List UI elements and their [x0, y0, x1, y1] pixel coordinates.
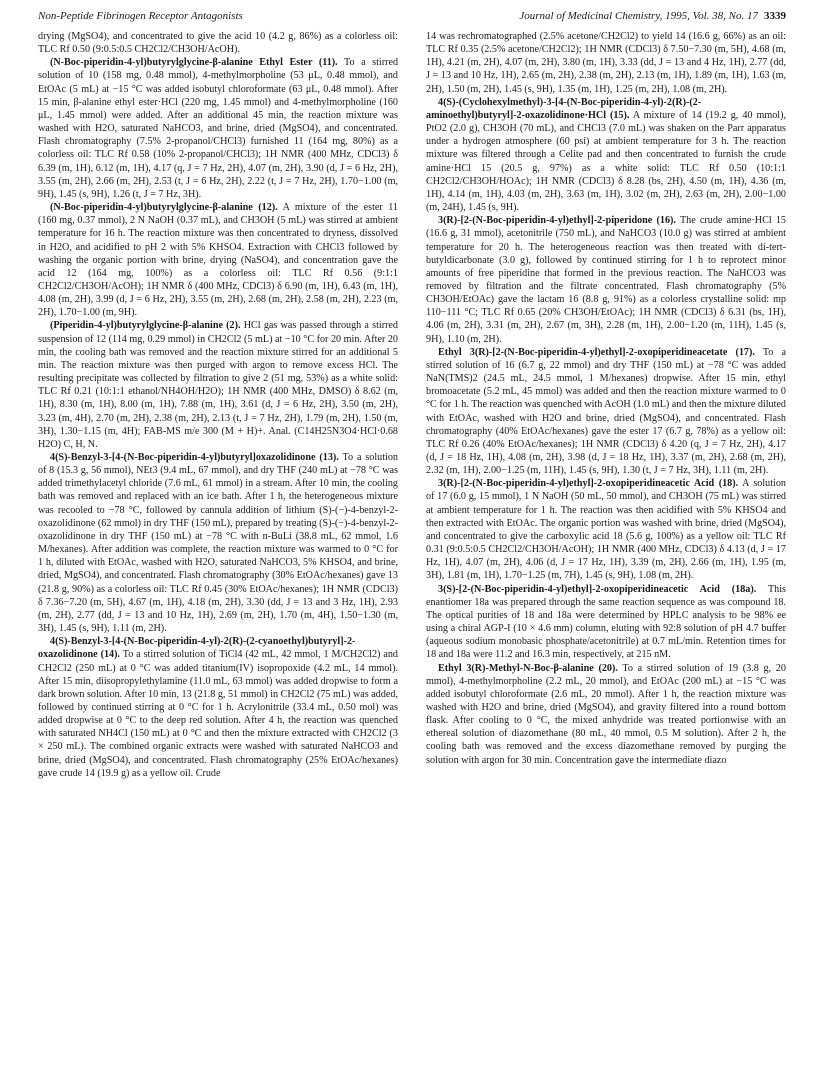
compound-heading: (N-Boc-piperidin-4-yl)butyrylglycine-β-alanine Ethyl Ester (11). — [50, 57, 338, 69]
paragraph-body: drying (MgSO4), and concentrated to give the acid 10 (4.2 g, 86%) as a colorless oil: TLC Rf 0.50 (9:0.5:0.5 CH2Cl2/CH3OH/AcOH). — [38, 31, 398, 56]
paragraph-body: To a stirred solution of TiCl4 (42 mL, 42 mmol, 1 M/CH2Cl2) and CH2Cl2 (250 mL) at 0 °C was added titanium(IV) isopropoxide (4.2 mL, 14 mmol). After 15 min, diisopropylethylamine (11.0 mL, 63 mmol) was added dropwise to form a dark brown solution. After 10 min, 13 (21.8 g, 51 mmol) in CH2Cl2 (75 mL) was added, followed by continued stirring at 0 °C for 1 h. Acrylonitrile (33.4 mL, 0.50 mol) was added dropwise at 0 °C to the deep red solution. After 4 h, the reaction was quenched with saturated NH4Cl (150 mL) at 0 °C and then the mixture extracted with CH2Cl2 (3 × 250 mL). The combined organic extracts were washed with saturated NaHCO3 and brine, dried (MgSO4), and concentrated. Flash chromatography (25% EtOAc/hexanes) gave crude 14 (19.9 g) as a yellow oil. Crude — [38, 649, 398, 779]
paragraph-body: 14 was rechromatographed (2.5% acetone/CH2Cl2) to yield 14 (16.6 g, 66%) as an oil: TLC Rf 0.35 (2.5% acetone/CH2Cl2); 1H NMR (CDCl3) δ 7.50−7.30 (m, 5H), 4.68 (m, 1H), 4.21 (m, 2H), 4.07 (m, 2H), 3.80 (m, 1H), 3.33 (dd, J = 13 and 4 Hz, 1H), 2.77 (dd, J = 13 and 10 Hz, 1H), 2.65 (m, 2H), 2.38 (m, 2H), 2.13 (m, 1H), 1.89 (m, 1H), 1.63 (m, 2H), 1.50 (m, 2H), 1.45 (s, 9H), 1.35 (m, 1H), 1.25 (m, 2H), 1.08 (m, 2H). — [426, 31, 786, 95]
experimental-paragraph — [38, 451, 398, 635]
experimental-paragraph — [38, 56, 398, 201]
journal-reference: Journal of Medicinal Chemistry, 1995, Vol. 38, No. 17 — [519, 10, 758, 22]
journal-citation — [519, 8, 786, 24]
experimental-paragraph — [426, 96, 786, 214]
experimental-paragraph — [38, 635, 398, 780]
paragraph-body: A mixture of the ester 11 (160 mg, 0.37 mmol), 2 N NaOH (0.37 mL), and CH3OH (5 mL) was stirred at ambient temperature for 16 h. The reaction mixture was then concentrated to dryness, dissolved in H2O, and acidified to pH 2 with 5% KHSO4. Extraction with CHCl3 followed by washing the organic portion with brine, drying (NaSO4), and concentration gave the acid 12 (164 mg, 100%) as a colorless oil: TLC Rf 0.56 (9:1:1 CH2Cl2/CH3OH/AcOH); 1H NMR δ (400 MHz, CDCl3) δ 6.90 (m, 1H), 6.43 (m, 1H), 4.08 (m, 2H), 3.99 (d, J = 6 Hz, 2H), 3.55 (m, 2H), 2.68 (m, 2H), 2.58 (m, 2H), 2.23 (m, 2H), 1.70−1.00 (m, 9H). — [38, 202, 398, 319]
paragraph-body: To a stirred solution of 19 (3.8 g, 20 mmol), 4-methylmorpholine (2.2 mL, 20 mmol), and EtOAc (200 mL) at −15 °C was added isobutyl chloroformate (2.6 mL, 20 mmol). After 1 h, the reaction mixture was washed with H2O and brine, dried (MgSO4), and gravity filtered into a round bottom flask. After cooling to 0 °C, the mixed anhydride was treated portionwise with an ethereal solution of diazomethane (80 mL, 40 mmol, 0.5 M solution). After 2 h, the cooling bath was removed and the excess diazomethane removed by purging the solution with argon for 30 min. Concentration gave the intermediate diazo — [426, 662, 786, 766]
paragraph-body: The crude amine·HCl 15 (16.6 g, 31 mmol), acetonitrile (750 mL), and NaHCO3 (10.0 g) was stirred at ambient temperature for 20 h. The heterogeneous reaction was then treated with di-tert-butyldicarbonate (3.0 g), followed by continued stirring for 1 h to reprotect minor amounts of free piperidine that formed in the previous reaction. The NaHCO3 was removed by filtration and the filtrate concentrated. Flash chromatography (5% CH3OH/EtOAc) gave the lactam 16 (8.8 g, 91%) as a colorless crystalline solid: mp 110−111 °C; TLC Rf 0.65 (20% CH3OH/EtOAc); 1H NMR (CDCl3) δ 6.31 (bs, 1H), 4.06 (m, 2H), 3.31 (m, 2H), 2.67 (m, 3H), 2.28 (m, 1H), 2.00−1.20 (m, 11H), 1.45 (s, 9H), 1.10 (m, 2H). — [426, 215, 786, 345]
experimental-paragraph — [426, 214, 786, 346]
experimental-paragraph — [38, 30, 398, 56]
page-number: 3339 — [764, 10, 786, 22]
experimental-paragraph — [426, 662, 786, 767]
experimental-paragraph — [426, 583, 786, 662]
right-column — [426, 30, 786, 1064]
compound-heading: (Piperidin-4-yl)butyrylglycine-β-alanine (2). — [50, 320, 241, 332]
left-column — [38, 30, 398, 1064]
paragraph-body: To a stirred solution of 10 (158 mg, 0.48 mmol), 4-methylmorpholine (53 μL, 0.48 mmol), and EtOAc (5 mL) at −15 °C was added isobutyl chloroformate (63 μL, 0.48 mmol). After 15 min, β-alanine ethyl ester·HCl (220 mg, 1.45 mmol) and 4-methylmorpholine (160 μL, 1.45 mmol) were added. After an additional 45 min, the reaction mixture was washed with H2O, saturated NaHCO3, and brine, dried (MgSO4), and concentrated. Flash chromatography (7.5% 2-propanol/CHCl3) furnished 11 (164 mg, 80%) as a colorless oil: TLC Rf 0.58 (10% 2-propanol/CHCl3); 1H NMR (400 MHz, CDCl3) δ 6.39 (m, 1H), 6.12 (m, 1H), 4.17 (q, J = 7 Hz, 2H), 4.07 (m, 2H), 3.90 (d, J = 6 Hz, 2H), 3.55 (m, 2H), 2.66 (m, 2H), 2.53 (t, J = 6 Hz, 2H), 2.22 (t, J = 7 Hz, 2H), 1.70−1.00 (m, 9H), 1.45 (s, 9H), 1.26 (t, J = 7 Hz, 3H). — [38, 57, 398, 200]
paragraph-body: To a stirred solution of 16 (6.7 g, 22 mmol) and dry THF (150 mL) at −78 °C was added NaN(TMS)2 (24.5 mL, 24.5 mmol, 1 M/hexanes) dropwise. After 15 min, ethyl bromoacetate (5.2 mL, 45 mmol) was added and then the reaction mixture warmed to 0 °C for 1 h. The reaction was quenched with AcOH (1.0 mL) and then the mixture diluted with EtOAc, washed with H2O and brine, dried (MgSO4), and concentrated. Flash chromatography (40% EtOAc/hexanes) gave the ester 17 (6.7 g, 78%) as a yellow oil: TLC Rf 0.26 (40% EtOAc/hexanes); 1H NMR (CDCl3) δ 4.20 (q, J = 7 Hz, 2H), 4.17 (d, J = 18 Hz, 1H), 4.08 (m, 2H), 3.98 (d, J = 18 Hz, 1H), 3.37 (m, 2H), 2.68 (m, 2H), 2.32 (m, 1H), 2.00−1.25 (m, 11H), 1.45 (s, 9H), 1.30 (t, J = 7 Hz, 3H), 1.11 (m, 2H). — [426, 346, 786, 477]
compound-heading: 4(S)-(Cyclohexylmethyl)-3-[4-(N-Boc-piperidin-4-yl)-2(R)-(2-aminoethyl)butyryl]-2-oxazolidinone·HCl (15). — [426, 96, 702, 121]
experimental-paragraph — [38, 319, 398, 451]
running-title: Non-Peptide Fibrinogen Receptor Antagonists — [38, 10, 243, 22]
compound-heading: 3(R)-[2-(N-Boc-piperidin-4-yl)ethyl]-2-piperidone (16). — [438, 215, 676, 227]
running-header — [38, 8, 786, 24]
paragraph-body: To a solution of 8 (15.3 g, 56 mmol), NEt3 (9.4 mL, 67 mmol), and dry THF (240 mL) at −78 °C was added trimethylacetyl chloride (7.6 mL, 61 mmol) in a stream. After 10 min, the cooling bath was removed and replaced with an ice bath. After 1 h, the heterogeneous mixture was recooled to −78 °C, followed by cannula addition of lithium (S)-(−)-4-benzyl-2-oxazolidinone (62 mmol) in dry THF (150 mL), prepared by treating (S)-(−)-4-benzyl-2-oxazolidinone in dry THF (150 mL) at −78 °C with n-BuLi (38.8 mL, 62 mmol, 1.6 M/hexanes). After addition was complete, the reaction mixture was warmed to 0 °C for 1 h, diluted with EtOAc, washed with H2O, saturated NaHCO3, 5% KHSO4, and brine, dried, MgSO4), and concentrated. Flash chromatography (30% EtOAc/hexanes) gave 13 (21.8 g, 90%) as a colorless oil: TLC Rf 0.45 (30% EtOAc/hexanes); 1H NMR (CDCl3) δ 7.36−7.20 (m, 5H), 4.67 (m, 1H), 4.18 (m, 2H), 3.30 (dd, J = 13 and 3 Hz, 1H), 2.93 (m, 2H), 2.77 (dd, J = 13 and 10 Hz, 1H), 2.69 (m, 2H), 1.70 (m, 4H), 1.50−1.30 (m, 3H), 1.45 (s, 9H), 1.11 (m, 2H). — [38, 452, 398, 635]
compound-heading: 4(S)-Benzyl-3-[4-(N-Boc-piperidin-4-yl)butyryl]oxazolidinone (13). — [50, 452, 339, 463]
compound-heading: Ethyl 3(R)-[2-(N-Boc-piperidin-4-yl)ethyl]-2-oxopiperidineacetate (17). — [438, 346, 755, 358]
compound-heading: 3(S)-[2-(N-Boc-piperidin-4-yl)ethyl]-2-oxopiperidineacetic Acid (18a). — [438, 583, 757, 595]
paragraph-body: HCl gas was passed through a stirred suspension of 12 (114 mg, 0.29 mmol) in CH2Cl2 (5 mL) at −10 °C for 20 min. After 20 min, the cooling bath was removed and the reaction mixture stirred for an additional 5 min. The reaction mixture was then purged with argon to remove excess HCl. The resulting precipitate was collected by filtration to give 2 (51 mg, 53%) as a white solid: TLC Rf 0.21 (10:1:1 ethanol/NH4OH/H2O); 1H NMR (400 MHz, DMSO) δ 8.62 (m, 1H), 8.30 (m, 1H), 8.00 (m, 1H), 7.88 (m, 1H), 3.61 (d, J = 6 Hz, 2H), 3.50 (m, 2H), 3.23 (m, 4H), 2.70 (m, 2H), 2.38 (m, 2H), 2.13 (t, J = 7 Hz, 2H), 1.79 (m, 2H), 1.50 (m, 3H), 1.30−1.15 (m, 4H); FAB-MS m/e 300 (M + H)+. Anal. (C14H25N3O4·HCl·0.68 H2O) C, H, N. — [38, 320, 398, 450]
experimental-paragraph — [426, 477, 786, 582]
compound-heading: 4(S)-Benzyl-3-[4-(N-Boc-piperidin-4-yl)-2(R)-(2-cyanoethyl)butyryl]-2-oxazolidinone (14). — [38, 636, 356, 661]
experimental-paragraph — [426, 346, 786, 478]
experimental-paragraph — [38, 201, 398, 319]
paragraph-body: A solution of 17 (6.0 g, 15 mmol), 1 N NaOH (50 mL, 50 mmol), and CH3OH (75 mL) was stirred at ambient temperature for 1 h. The reaction was then acidified with 5% KHSO4 and then extracted with EtOAc. The organic portion was washed with brine, dried (MgSO4), and concentrated to give the carboxylic acid 18 (5.6 g, 100%) as a yellow oil: TLC Rf 0.31 (9:0.5:0.5 CH2Cl2/CH3OH/AcOH); 1H NMR (400 MHz, CDCl3) δ 4.13 (d, J = 17 Hz, 1H), 4.07 (m, 2H), 4.06 (d, J = 17 Hz, 1H), 3.39 (m, 2H), 2.66 (m, 1H), 1.95 (m, 3H), 1.81 (m, 1H), 1.70−1.25 (m, 7H), 1.45 (s, 9H), 1.08 (m, 2H). — [426, 478, 786, 582]
compound-heading: Ethyl 3(R)-Methyl-N-Boc-β-alanine (20). — [438, 662, 618, 674]
paragraph-body: A mixture of 14 (19.2 g, 40 mmol), PtO2 (2.0 g), CH3OH (70 mL), and CHCl3 (7.0 mL) was shaken on the Parr apparatus under a hydrogen atmosphere (60 psi) at ambient temperature for 3 h. The reaction mixture was filtered through a Celite pad and then concentrated to furnish the crude amine·HCl 15 (20.5 g, 97%) as a white solid: TLC Rf 0.50 (10:1:1 CH2Cl2/CH3OH/HOAc); 1H NMR (CDCl3) δ 8.28 (bs, 2H), 4.50 (m, 1H), 4.36 (m, 1H), 4.14 (m, 1H), 4.03 (m, 2H), 3.63 (m, 1H), 3.02 (m, 2H), 2.63 (m, 2H), 2.00−1.00 (m, 24H), 1.45 (s, 9H). — [426, 109, 786, 214]
experimental-paragraph — [426, 30, 786, 96]
paragraph-body: This enantiomer 18a was prepared through the same reaction sequence as was compound 18. The optical purities of 18 and 18a were determined by HPLC analysis to be 98% ee using a chiral AGP-I (10 × 4.6 mm) column, eluting with 92:8 solution of pH 4.7 buffer (aqueous sodium monobasic phosphate/acetonitrile) at 0.7 mL/min. Retention times for 18 and 18a were 11.2 and 16.3 min, respectively, at 215 nM. — [426, 583, 786, 661]
compound-heading: 3(R)-[2-(N-Boc-piperidin-4-yl)ethyl]-2-oxopiperidineacetic Acid (18). — [438, 478, 739, 490]
compound-heading: (N-Boc-piperidin-4-yl)butyrylglycine-β-alanine (12). — [50, 202, 278, 214]
